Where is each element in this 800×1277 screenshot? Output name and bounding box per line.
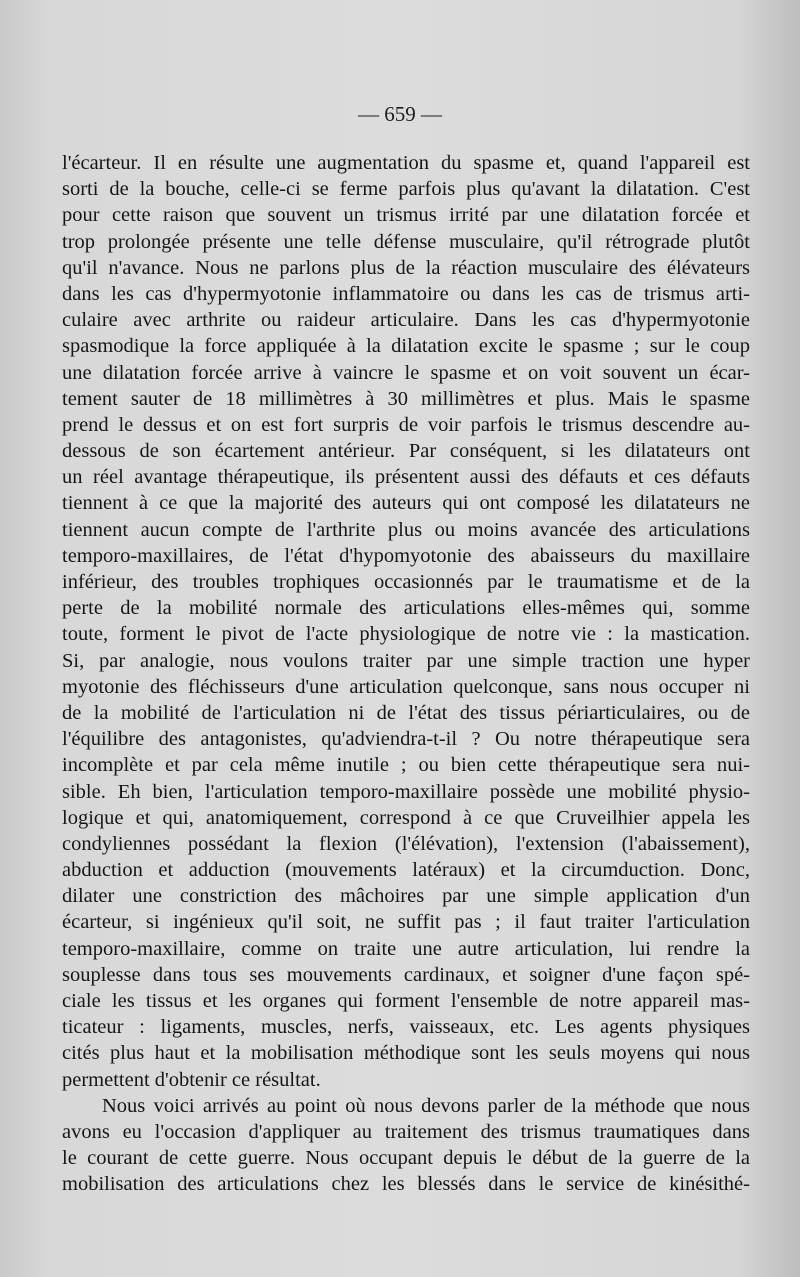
text-line: ticateur : ligaments, muscles, nerfs, vaisseaux, etc. Les agents physiques [62,1016,750,1039]
text-line: pour cette raison que souvent un trismus irrité par une dilatation forcée et [62,204,750,227]
text-line: tiennent à ce que la majorité des auteurs qui ont composé les dilatateurs ne [62,492,750,515]
text-line: de la mobilité de l'articulation ni de l'état des tissus périarticulaires, ou de [62,701,750,724]
text-line: Si, par analogie, nous voulons traiter par une simple traction une hyper [62,649,750,672]
text-line: abduction et adduction (mouvements latéraux) et la circumduction. Donc, [62,859,750,882]
text-line: le courant de cette guerre. Nous occupant depuis le début de la guerre de la [62,1147,750,1170]
text-line: un réel avantage thérapeutique, ils présentent aussi des défauts et ces défauts [62,466,750,489]
text-line: cités plus haut et la mobilisation méthodique sont les seuls moyens qui nous [62,1042,750,1065]
text-line: souplesse dans tous ses mouvements cardinaux, et soigner d'une façon spé- [62,963,750,986]
text-line: perte de la mobilité normale des articulations elles-mêmes qui, somme [62,597,750,620]
text-line: écarteur, si ingénieux qu'il soit, ne suffit pas ; il faut traiter l'articulation [62,911,750,934]
text-line: l'équilibre des antagonistes, qu'adviendra-t-il ? Ou notre thérapeutique sera [62,728,750,751]
text-line: tement sauter de 18 millimètres à 30 millimètres et plus. Mais le spasme [62,387,750,410]
text-line: trop prolongée présente une telle défense musculaire, qu'il rétrograde plutôt [62,230,750,253]
text-line: myotonie des fléchisseurs d'une articulation quelconque, sans nous occuper ni [62,675,750,698]
text-line: mobilisation des articulations chez les blessés dans le service de kinésithé- [62,1173,750,1196]
text-line: tiennent aucun compte de l'arthrite plus ou moins avancée des articulations [62,518,750,541]
text-line: incomplète et par cela même inutile ; ou bien cette thérapeutique sera nui- [62,754,750,777]
text-line: logique et qui, anatomiquement, correspond à ce que Cruveilhier appela les [62,806,750,829]
text-line: avons eu l'occasion d'appliquer au traitement des trismus traumatiques dans [62,1120,750,1143]
text-line: permettent d'obtenir ce résultat. [62,1068,321,1091]
text-line: toute, forment le pivot de l'acte physiologique de notre vie : la mastication. [62,623,750,646]
body-text [62,150,750,1198]
text-line: temporo-maxillaires, de l'état d'hypomyotonie des abaisseurs du maxillaire [62,544,750,567]
text-line: dilater une constriction des mâchoires par une simple application d'un [62,885,750,908]
text-line: culaire avec arthrite ou raideur articulaire. Dans les cas d'hypermyotonie [62,309,750,332]
text-line: l'écarteur. Il en résulte une augmentation du spasme et, quand l'appareil est [62,152,750,174]
text-line: Nous voici arrivés au point où nous devons parler de la méthode que nous [102,1094,750,1117]
page-number: — 659 — [358,102,442,126]
text-line: sorti de la bouche, celle-ci se ferme parfois plus qu'avant la dilatation. C'est [62,178,750,201]
text-line: qu'il n'avance. Nous ne parlons plus de la réaction musculaire des élévateurs [62,256,750,279]
text-line: temporo-maxillaire, comme on traite une autre articulation, lui rendre la [62,937,750,960]
text-line: inférieur, des troubles trophiques occasionnés par le traumatisme et de la [62,571,750,593]
text-line: spasmodique la force appliquée à la dilatation excite le spasme ; sur le coup [62,335,750,358]
text-line: dans les cas d'hypermyotonie inflammatoire ou dans les cas de trismus arti- [62,282,750,305]
text-line: une dilatation forcée arrive à vaincre le spasme et on voit souvent un écar- [62,361,750,384]
text-line: condyliennes possédant la flexion (l'élévation), l'extension (l'abaissement), [62,832,750,855]
text-line: prend le dessus et on est fort surpris de voir parfois le trismus descendre au- [62,413,750,436]
text-line: sible. Eh bien, l'articulation temporo-maxillaire possède une mobilité physio- [62,780,750,803]
text-line: ciale les tissus et les organes qui forment l'ensemble de notre appareil mas- [62,990,750,1012]
text-line: dessous de son écartement antérieur. Par conséquent, si les dilatateurs ont [62,440,750,463]
